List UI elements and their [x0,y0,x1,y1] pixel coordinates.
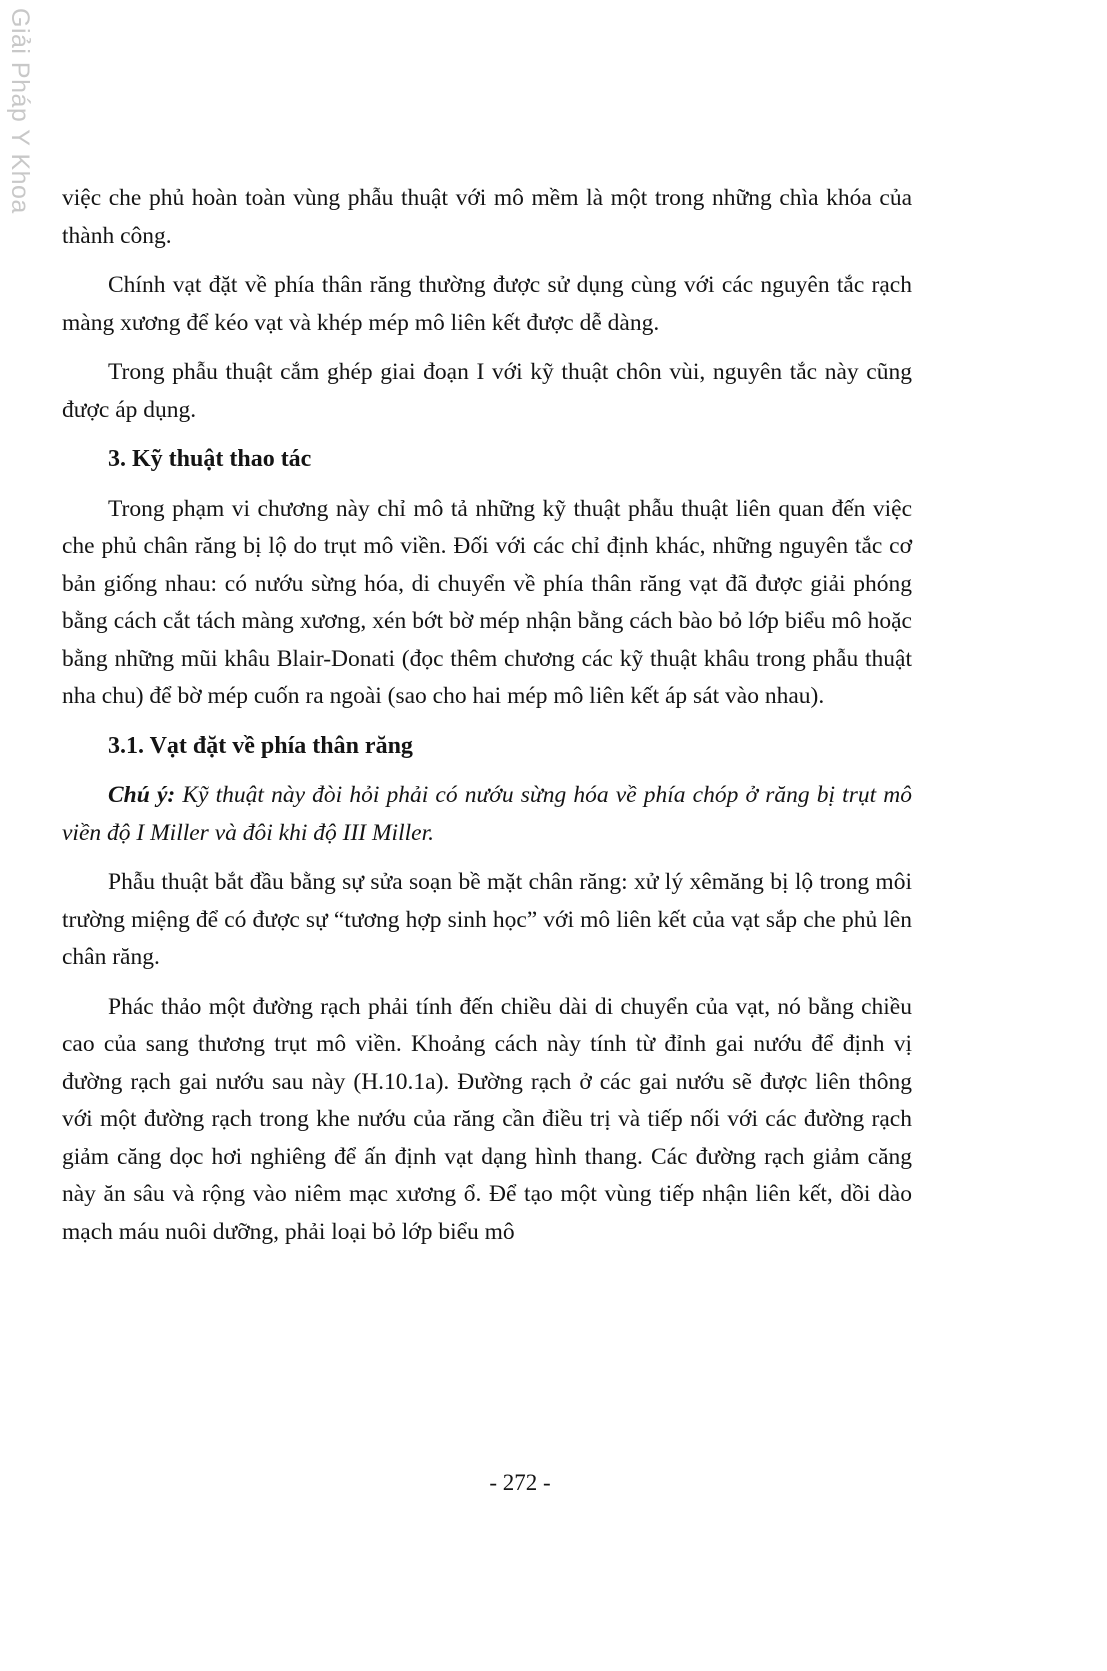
watermark: Giải Pháp Y Khoa [6,8,34,214]
page-body [62,180,912,1251]
paragraph-technique: Trong phạm vi chương này chỉ mô tả những kỹ thuật phẫu thuật liên quan đến việc che phủ chân răng bị lộ do trụt mô viền. Đối với các chỉ định khác, những nguyên tắc cơ bản giống nhau: có nướu sừng hóa, di chuyển về phía thân răng vạt đã được giải phóng bằng cách cắt tách màng xương, xén bớt bờ mép nhận bằng cách bào bỏ lớp biểu mô hoặc bằng những mũi khâu Blair-Donati (đọc thêm chương các kỹ thuật khâu trong phẫu thuật nha chu) để bờ mép cuốn ra ngoài (sao cho hai mép mô liên kết áp sát vào nhau). [62,495,912,709]
note-paragraph [62,777,912,852]
paragraph-continuation: việc che phủ hoàn toàn vùng phẫu thuật với mô mềm là một trong những chìa khóa của thành công. [62,185,912,249]
note-text: Kỹ thuật này đòi hỏi phải có nướu sừng hóa về phía chóp ở răng bị trụt mô viền độ I Miller và đôi khi độ III Miller. [62,782,912,846]
section-heading-technique: 3. Kỹ thuật thao tác [108,446,312,472]
subsection-heading-coronal-flap: 3.1. Vạt đặt về phía thân răng [108,732,413,759]
paragraph-flap: Chính vạt đặt về phía thân răng thường được sử dụng cùng với các nguyên tắc rạch màng xương để kéo vạt và khép mép mô liên kết được dễ dàng. [62,272,912,336]
note-label: Chú ý: [108,782,176,808]
paragraph-root-preparation: Phẫu thuật bắt đầu bằng sự sửa soạn bề mặt chân răng: xử lý xêmăng bị lộ trong môi trường miệng để có được sự “tương hợp sinh học” với mô liên kết của vạt sắp che phủ lên chân răng. [62,869,912,970]
page-number: - 272 - [489,1470,551,1495]
paragraph-implant: Trong phẫu thuật cắm ghép giai đoạn I với kỹ thuật chôn vùi, nguyên tắc này cũng được áp dụng. [62,359,912,423]
paragraph-incision: Phác thảo một đường rạch phải tính đến chiều dài di chuyển của vạt, nó bằng chiều cao của sang thương trụt mô viền. Khoảng cách này tính từ đỉnh gai nướu để định vị đường rạch gai nướu sau này (H.10.1a). Đường rạch ở các gai nướu sẽ được liên thông với một đường rạch trong khe nướu của răng cần điều trị và tiếp nối với các đường rạch giảm căng dọc hơi nghiêng để ấn định vạt dạng hình thang. Các đường rạch giảm căng này ăn sâu và rộng vào niêm mạc xương ổ. Để tạo một vùng tiếp nhận liên kết, dồi dào mạch máu nuôi dưỡng, phải loại bỏ lớp biểu mô [62,993,912,1245]
